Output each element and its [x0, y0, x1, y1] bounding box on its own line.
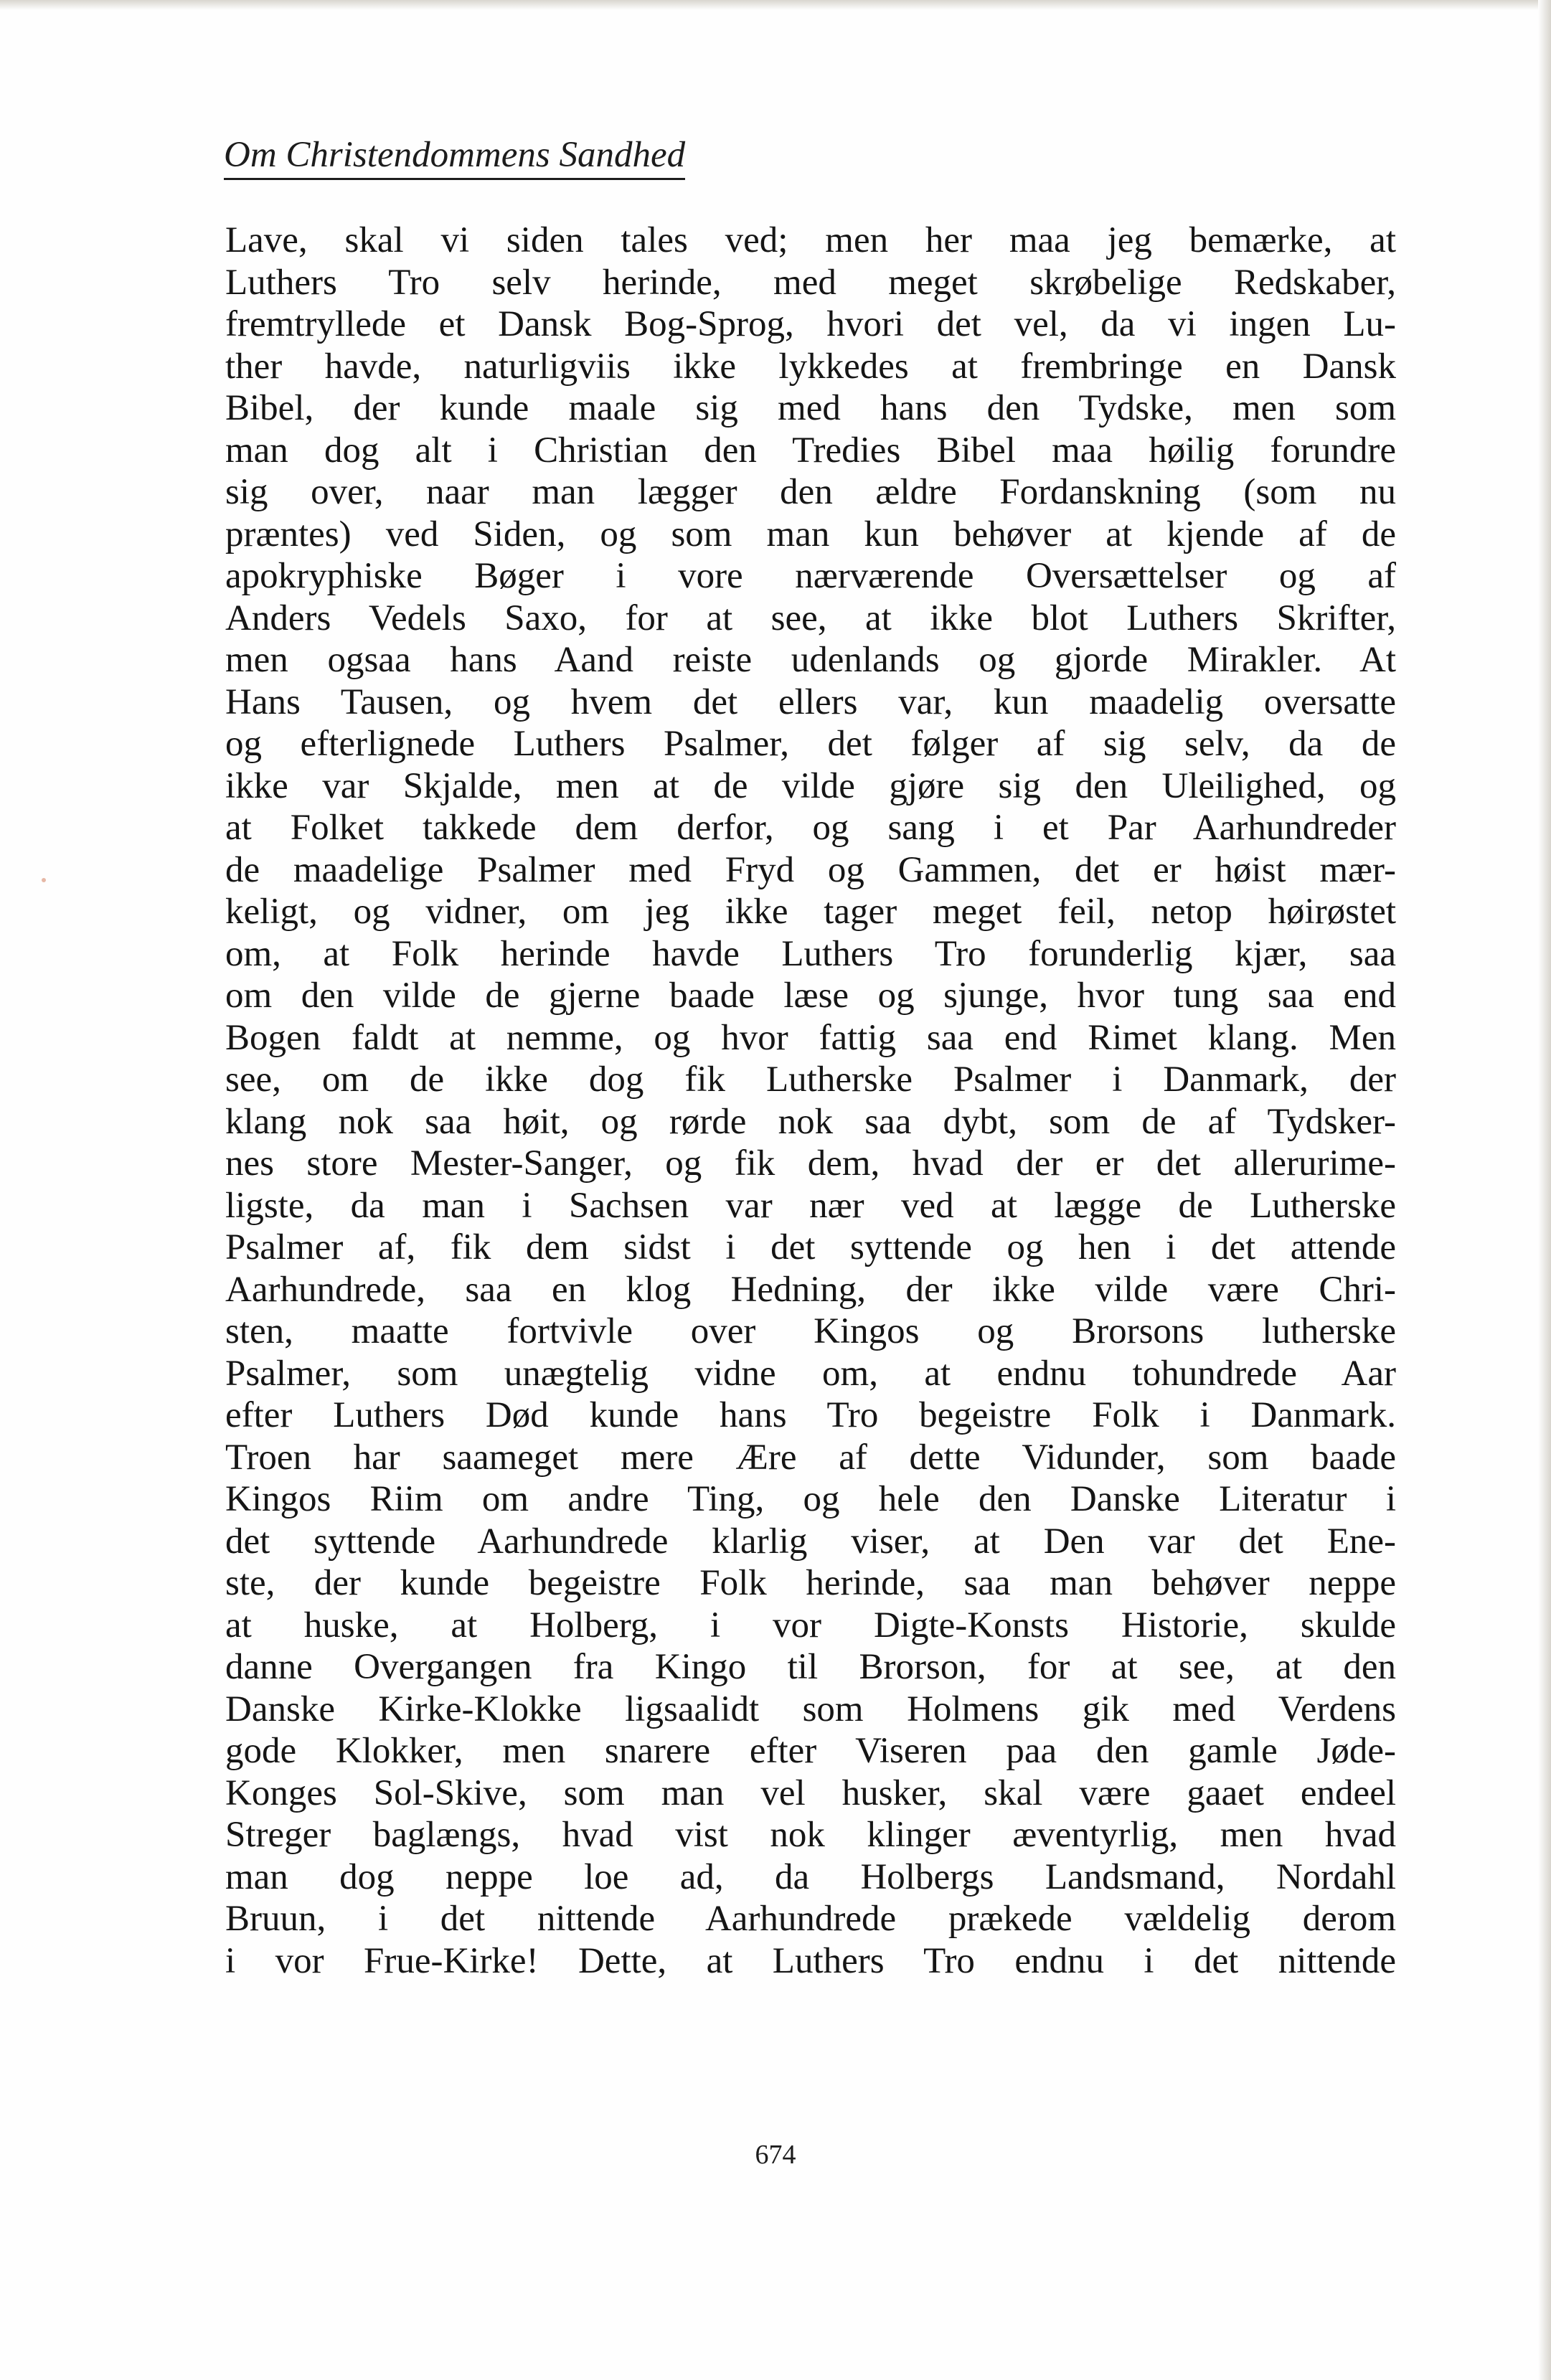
- text-line: ligste, da man i Sachsen var nær ved at lægge de Lutherske: [225, 1185, 1396, 1226]
- text-line: klang nok saa høit, og rørde nok saa dybt, som de af Tydsker-: [225, 1101, 1396, 1142]
- text-line: Aarhundrede, saa en klog Hedning, der ikke vilde være Chri-: [225, 1269, 1396, 1310]
- text-line: det syttende Aarhundrede klarlig viser, at Den var det Ene-: [225, 1521, 1396, 1562]
- text-line: i vor Frue-Kirke! Dette, at Luthers Tro endnu i det nittende: [225, 1940, 1396, 1981]
- text-line: Streger baglængs, hvad vist nok klinger æventyrlig, men hvad: [225, 1815, 1396, 1855]
- running-header: [224, 133, 685, 180]
- text-line: Bogen faldt at nemme, og hvor fattig saa end Rimet klang. Men: [225, 1017, 1396, 1058]
- text-line: apokryphiske Bøger i vore nærværende Oversættelser og af: [225, 556, 1396, 596]
- text-line: sten, maatte fortvivle over Kingos og Brorsons lutherske: [225, 1311, 1396, 1351]
- text-line: ther havde, naturligviis ikke lykkedes at frembringe en Dansk: [225, 346, 1396, 387]
- text-line: om den vilde de gjerne baade læse og sjunge, hvor tung saa end: [225, 976, 1396, 1016]
- page-edge-top: [0, 0, 1551, 10]
- text-line: Bibel, der kunde maale sig med hans den Tydske, men som: [225, 388, 1396, 428]
- text-line: ste, der kunde begeistre Folk herinde, saa man behøver neppe: [225, 1563, 1396, 1603]
- text-line: de maadelige Psalmer med Fryd og Gammen, det er høist mær-: [225, 849, 1396, 890]
- text-line: Kingos Riim om andre Ting, og hele den Danske Literatur i: [225, 1479, 1396, 1519]
- text-line: keligt, og vidner, om jeg ikke tager meget feil, netop høirøstet: [225, 892, 1396, 932]
- text-line: Psalmer af, fik dem sidst i det syttende og hen i det attende: [225, 1227, 1396, 1267]
- text-line: Troen har saameget mere Ære af dette Vidunder, som baade: [225, 1437, 1396, 1478]
- text-line: at huske, at Holberg, i vor Digte-Konsts Historie, skulde: [225, 1605, 1396, 1645]
- body-text: [225, 219, 1396, 1982]
- text-line: Bruun, i det nittende Aarhundrede prækede vældelig derom: [225, 1899, 1396, 1939]
- text-line: man dog neppe loe ad, da Holbergs Landsmand, Nordahl: [225, 1856, 1396, 1897]
- text-line: Danske Kirke-Klokke ligsaalidt som Holmens gik med Verdens: [225, 1689, 1396, 1729]
- paper-speck: [42, 878, 46, 882]
- text-line: om, at Folk herinde havde Luthers Tro forunderlig kjær, saa: [225, 933, 1396, 974]
- text-line: danne Overgangen fra Kingo til Brorson, for at see, at den: [225, 1647, 1396, 1687]
- text-line: efter Luthers Død kunde hans Tro begeistre Folk i Danmark.: [225, 1395, 1396, 1435]
- text-line: ikke var Skjalde, men at de vilde gjøre sig den Uleilighed, og: [225, 765, 1396, 806]
- page-edge-right: [1538, 0, 1551, 2380]
- text-line: nes store Mester-Sanger, og fik dem, hvad der er det allerurime-: [225, 1143, 1396, 1184]
- text-line: see, om de ikke dog fik Lutherske Psalmer i Danmark, der: [225, 1059, 1396, 1100]
- text-line: Luthers Tro selv herinde, med meget skrøbelige Redskaber,: [225, 262, 1396, 303]
- text-line: Lave, skal vi siden tales ved; men her maa jeg bemærke, at: [225, 220, 1396, 260]
- text-line: og efterlignede Luthers Psalmer, det følger af sig selv, da de: [225, 724, 1396, 764]
- text-line: Hans Tausen, og hvem det ellers var, kun maadelig oversatte: [225, 681, 1396, 722]
- text-line: Konges Sol-Skive, som man vel husker, skal være gaaet endeel: [225, 1772, 1396, 1813]
- text-line: men ogsaa hans Aand reiste udenlands og gjorde Mirakler. At: [225, 640, 1396, 680]
- running-title: Om Christendommens Sandhed: [224, 133, 685, 180]
- text-line: at Folket takkede dem derfor, og sang i et Par Aarhundreder: [225, 808, 1396, 848]
- text-line: præntes) ved Siden, og som man kun behøver at kjende af de: [225, 514, 1396, 554]
- text-line: Psalmer, som unægtelig vidne om, at endnu tohundrede Aar: [225, 1353, 1396, 1394]
- text-line: gode Klokker, men snarere efter Viseren paa den gamle Jøde-: [225, 1731, 1396, 1771]
- text-line: sig over, naar man lægger den ældre Fordanskning (som nu: [225, 472, 1396, 512]
- text-line: Anders Vedels Saxo, for at see, at ikke blot Luthers Skrifter,: [225, 598, 1396, 638]
- text-line: fremtryllede et Dansk Bog-Sprog, hvori det vel, da vi ingen Lu-: [225, 304, 1396, 344]
- text-line: man dog alt i Christian den Tredies Bibel maa høilig forundre: [225, 430, 1396, 471]
- page-number: 674: [755, 2140, 796, 2170]
